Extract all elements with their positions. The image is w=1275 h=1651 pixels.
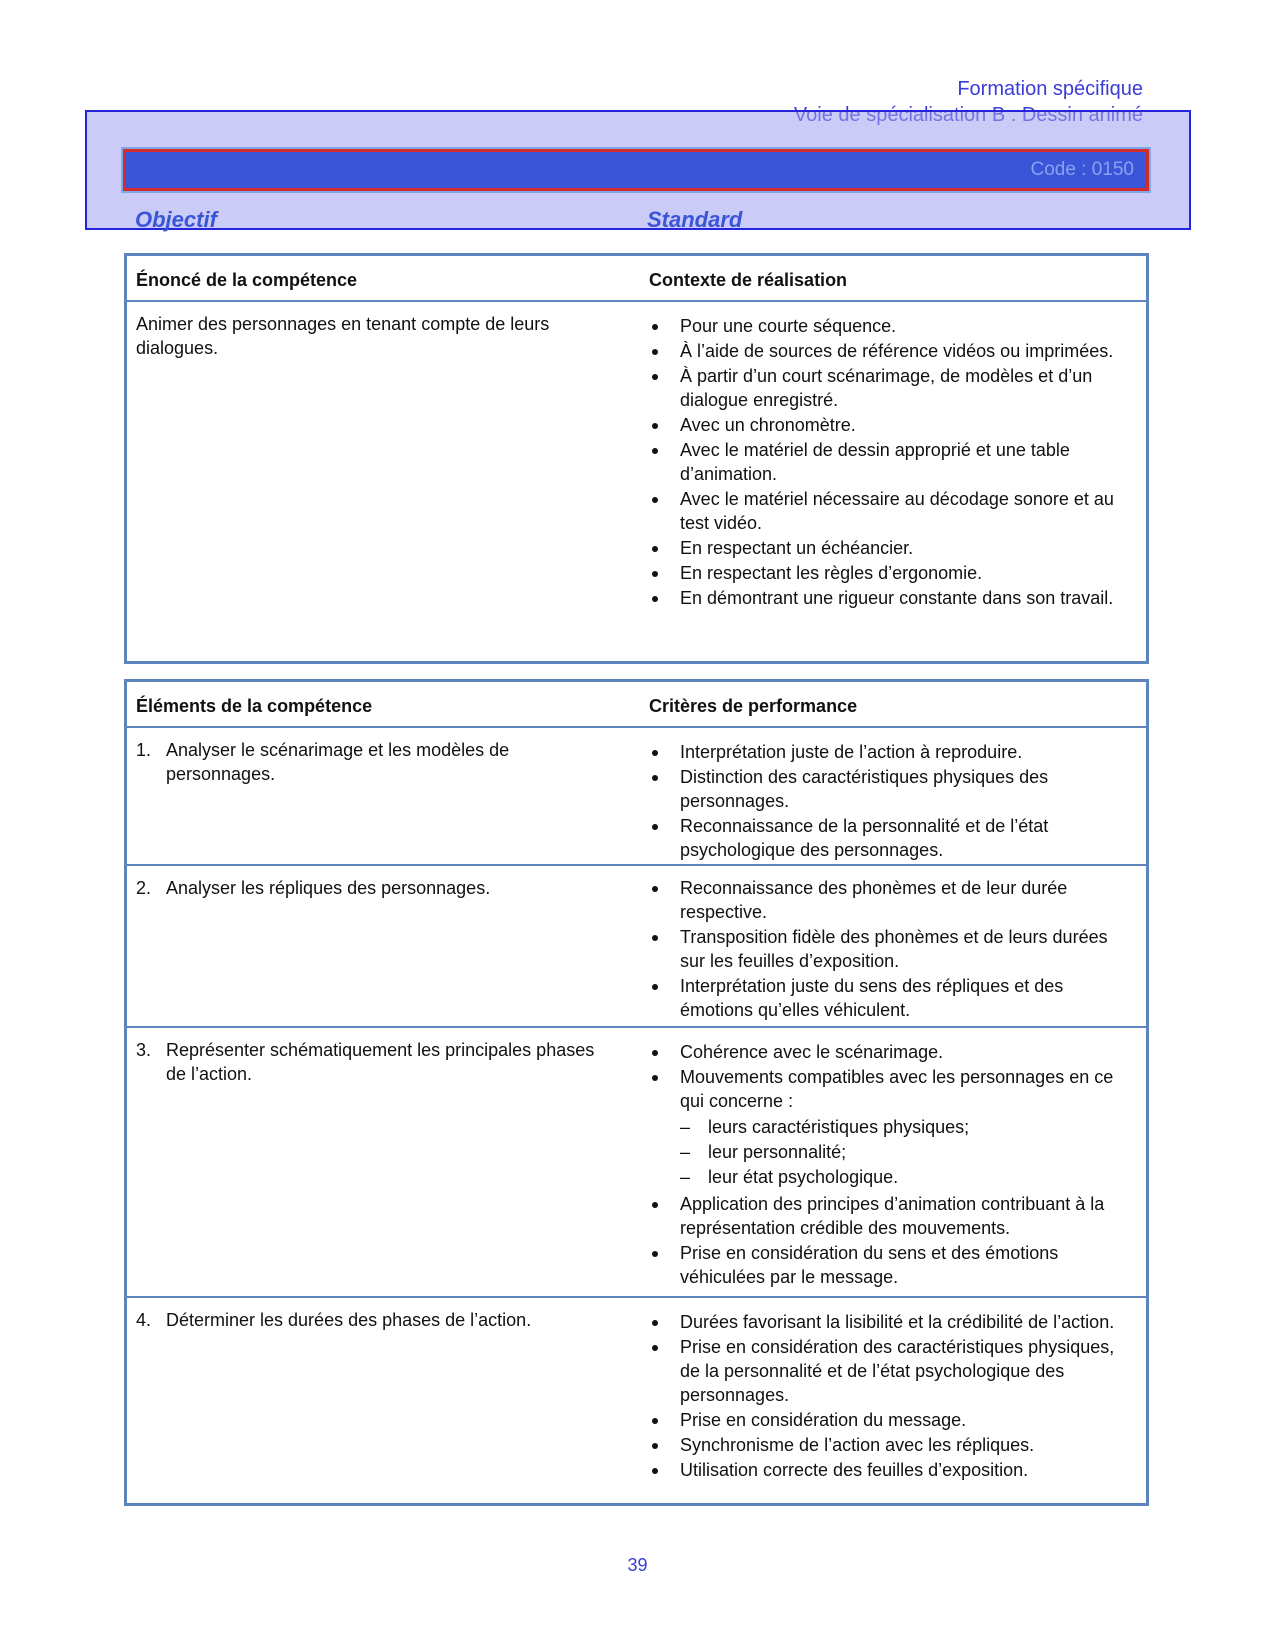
bullet-icon [652, 324, 658, 330]
criteria-item: Utilisation correcte des feuilles d’exposition. [649, 1458, 1129, 1482]
criteria-item: Prise en considération du message. [649, 1408, 1129, 1432]
competence-table-header [127, 256, 1146, 302]
criteria-item: Prise en considération du sens et des émotions véhiculées par le message. [649, 1241, 1129, 1289]
bullet-icon [652, 571, 658, 577]
context-item: À l’aide de sources de référence vidéos ou imprimées. [649, 339, 1129, 363]
bullet-icon [652, 1418, 658, 1424]
element-number: 4. [136, 1310, 152, 1330]
bullet-icon [652, 1320, 658, 1326]
element-text: Analyser le scénarimage et les modèles de personnages. [166, 740, 510, 784]
bullet-icon [652, 935, 658, 941]
bullet-icon [652, 1443, 658, 1449]
criteria-item: Durées favorisant la lisibilité et la crédibilité de l’action. [649, 1310, 1129, 1334]
dash-icon: – [680, 1167, 691, 1187]
sub-criteria-item: – leurs caractéristiques physiques; [680, 1117, 970, 1137]
context-item: En respectant les règles d’ergonomie. [649, 561, 1129, 585]
bullet-icon [652, 824, 658, 830]
bullet-icon [652, 750, 658, 756]
competence-row [127, 302, 1146, 662]
bullet-icon [652, 448, 658, 454]
element-text: Représenter schématiquement les principales phases de l’action. [166, 1040, 595, 1084]
dash-icon: – [680, 1142, 691, 1162]
criteria-list [649, 1040, 1129, 1290]
code-bar [123, 149, 1149, 191]
element-item [136, 1038, 596, 1086]
bullet-icon [652, 1345, 658, 1351]
element-text: Déterminer les durées des phases de l’action. [166, 1310, 532, 1330]
context-item: Avec le matériel nécessaire au décodage sonore et au test vidéo. [649, 487, 1129, 535]
sub-criteria-item: – leur personnalité; [680, 1142, 847, 1162]
context-list [649, 314, 1129, 611]
context-item: En démontrant une rigueur constante dans son travail. [649, 586, 1129, 610]
criteria-list [649, 1310, 1129, 1483]
context-item: Avec un chronomètre. [649, 413, 1129, 437]
context-item: À partir d’un court scénarimage, de modèles et d’un dialogue enregistré. [649, 364, 1129, 412]
context-item: Pour une courte séquence. [649, 314, 1129, 338]
standard-heading: Standard [647, 207, 743, 232]
statement-header: Énoncé de la compétence [136, 270, 358, 290]
context-header: Contexte de réalisation [649, 270, 848, 290]
element-row-3 [127, 1028, 1146, 1298]
criteria-item: Application des principes d’animation contribuant à la représentation crédible des mouvements. [649, 1192, 1129, 1240]
bullet-icon [652, 984, 658, 990]
criteria-item: Interprétation juste du sens des répliques et des émotions qu’elles véhiculent. [649, 974, 1129, 1022]
criteria-item: Reconnaissance de la personnalité et de l’état psychologique des personnages. [649, 814, 1129, 862]
element-item [136, 738, 596, 786]
dash-icon: – [680, 1117, 691, 1137]
element-text: Analyser les répliques des personnages. [166, 878, 491, 898]
criteria-item: Transposition fidèle des phonèmes et de leurs durées sur les feuilles d’exposition. [649, 925, 1129, 973]
criteria-item: Synchronisme de l’action avec les répliques. [649, 1433, 1129, 1457]
criteria-item: Prise en considération des caractéristiques physiques, de la personnalité et de l’état psychologique des personnages. [649, 1335, 1129, 1407]
element-number: 3. [136, 1040, 152, 1060]
criteria-item: Cohérence avec le scénarimage. [649, 1040, 1129, 1064]
context-item: Avec le matériel de dessin approprié et une table d’animation. [649, 438, 1129, 486]
bullet-icon [652, 497, 658, 503]
element-row-2 [127, 866, 1146, 1028]
bullet-icon [652, 886, 658, 892]
bullet-icon [652, 1251, 658, 1257]
bullet-icon [652, 596, 658, 602]
code-label: Code : 0150 [1030, 159, 1134, 180]
bullet-icon [652, 1075, 658, 1081]
bullet-icon [652, 374, 658, 380]
criteria-list [649, 876, 1129, 1023]
sub-criteria-item: – leur état psychologique. [680, 1167, 899, 1187]
competence-statement: Animer des personnages en tenant compte de leurs dialogues. [136, 314, 550, 358]
bullet-icon [652, 1202, 658, 1208]
bullet-icon [652, 423, 658, 429]
bullet-icon [652, 775, 658, 781]
element-item [136, 876, 596, 900]
page-number: 39 [627, 1555, 648, 1575]
program-title: Formation spécifique [957, 78, 1143, 100]
criteria-item: Interprétation juste de l’action à reproduire. [649, 740, 1129, 764]
bullet-icon [652, 1468, 658, 1474]
context-item: En respectant un échéancier. [649, 536, 1129, 560]
element-number: 2. [136, 878, 152, 898]
criteria-list [649, 740, 1129, 863]
bullet-icon [652, 349, 658, 355]
criteria-header: Critères de performance [649, 696, 858, 716]
elements-table-header [127, 682, 1146, 728]
bullet-icon [652, 546, 658, 552]
sub-criteria-list [680, 1115, 1129, 1189]
element-item [136, 1308, 596, 1332]
element-row-1 [127, 728, 1146, 866]
element-number: 1. [136, 740, 152, 760]
criteria-item: Reconnaissance des phonèmes et de leur durée respective. [649, 876, 1129, 924]
elements-header: Éléments de la compétence [136, 696, 373, 716]
bullet-icon [652, 1050, 658, 1056]
element-row-4 [127, 1298, 1146, 1509]
elements-table [124, 679, 1149, 1506]
objective-heading: Objectif [135, 207, 217, 232]
criteria-item: Mouvements compatibles avec les personnages en ce qui concerne : – leurs caractéristiques physiques; – leur personnalité; – leur état psychologique. [649, 1065, 1129, 1189]
criteria-item: Distinction des caractéristiques physiques des personnages. [649, 765, 1129, 813]
competence-table [124, 253, 1149, 664]
